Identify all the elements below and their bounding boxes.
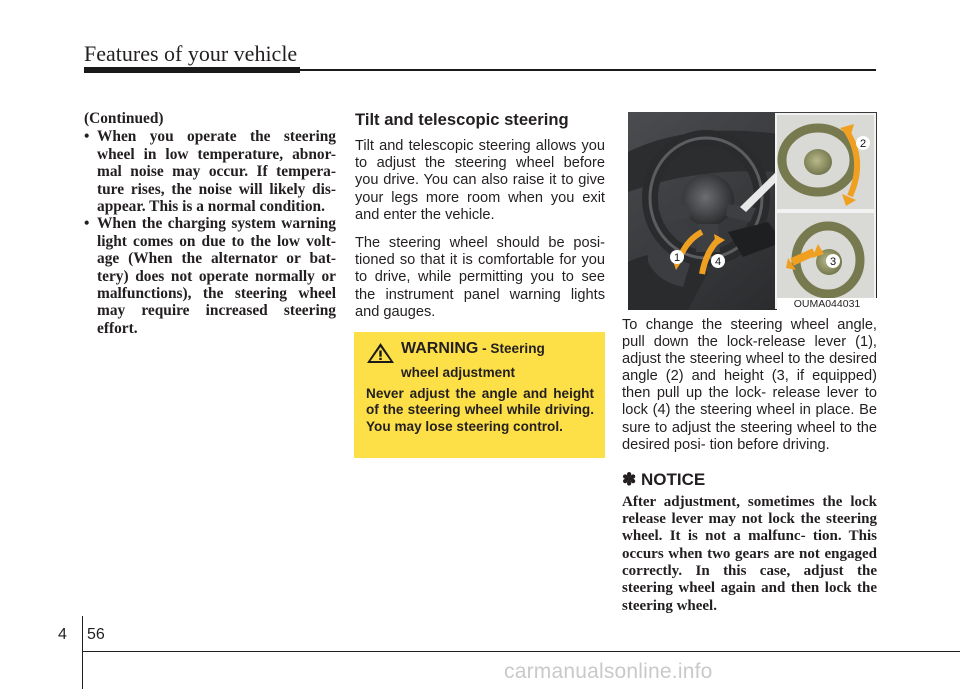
- page-number: 56: [87, 626, 105, 643]
- bullet-list: [84, 128, 336, 337]
- header-rule-thin: [300, 69, 876, 71]
- continued-label: (Continued): [84, 110, 164, 127]
- figure-label-1: 1: [673, 252, 681, 264]
- bullet-item-charging-warning: • When the charging system warning light comes on due to the low volt- age (When the alternator or bat- tery) does not operate normally or malfunctions), the steering wheel may require increased steering effort.: [84, 215, 336, 337]
- position-paragraph: The steering wheel should be posi- tioned so that it is comfortable for you to drive, while permitting you to see the instrument panel warning lights and gauges.: [355, 235, 605, 320]
- chapter-number: 4: [58, 626, 67, 643]
- warning-subtitle-line2: wheel adjustment: [401, 365, 516, 380]
- continued-column: [84, 110, 336, 337]
- adjustment-paragraph: To change the steering wheel angle, pull down the lock-release lever (1), adjust the steering wheel to the desired angle (2) and height (3, if equipped) then pull up the lock- release lever to lock (4) the steering wheel in place. Be sure to adjust the steering wheel to the desired posi- tion before driving.: [622, 317, 877, 453]
- warning-title-row: [366, 340, 594, 364]
- page-header-title: Features of your vehicle: [84, 41, 298, 66]
- steering-adjustment-figure: [628, 112, 877, 310]
- bullet-item-low-temperature: • When you operate the steering wheel in low temperature, abnor- mal noise may occur. If tempera- ture rises, the noise will likely dis- appear. This is a normal condition.: [84, 128, 336, 215]
- figure-label-2: 2: [859, 138, 867, 150]
- header-rule-thick: [84, 67, 300, 73]
- notice-body: After adjustment, sometimes the lock release lever may not lock the steering wheel. It is not a malfunc- tion. This occurs when two gears are not engaged correctly. In this case, adjust the steering wheel again and then lock the steering wheel.: [622, 493, 877, 614]
- footer-horizontal-rule: [82, 651, 960, 652]
- warning-subtitle: - Steering: [478, 341, 545, 356]
- section-heading: Tilt and telescopic steering: [355, 110, 569, 129]
- adjustment-column: [622, 317, 877, 615]
- warning-box: [354, 332, 605, 458]
- figure-label-4: 4: [714, 256, 722, 268]
- intro-paragraph: Tilt and telescopic steering allows you to adjust the steering wheel before you drive. You can also raise it to give your legs more room when you exit and enter the vehicle.: [355, 138, 605, 223]
- steering-illustration: [628, 112, 877, 310]
- warning-body: Never adjust the angle and height of the steering wheel while driving. You may lose steering control.: [366, 386, 594, 434]
- watermark: carmanualsonline.info: [504, 660, 713, 683]
- warning-word: WARNING: [401, 340, 479, 357]
- footer-vertical-rule: [82, 616, 83, 689]
- notice-heading: ✽ NOTICE: [622, 469, 706, 489]
- warning-triangle-icon: [366, 342, 395, 364]
- tilt-steering-column: [355, 110, 605, 332]
- figure-label-3: 3: [829, 256, 837, 268]
- figure-code: OUMA044031: [777, 298, 877, 311]
